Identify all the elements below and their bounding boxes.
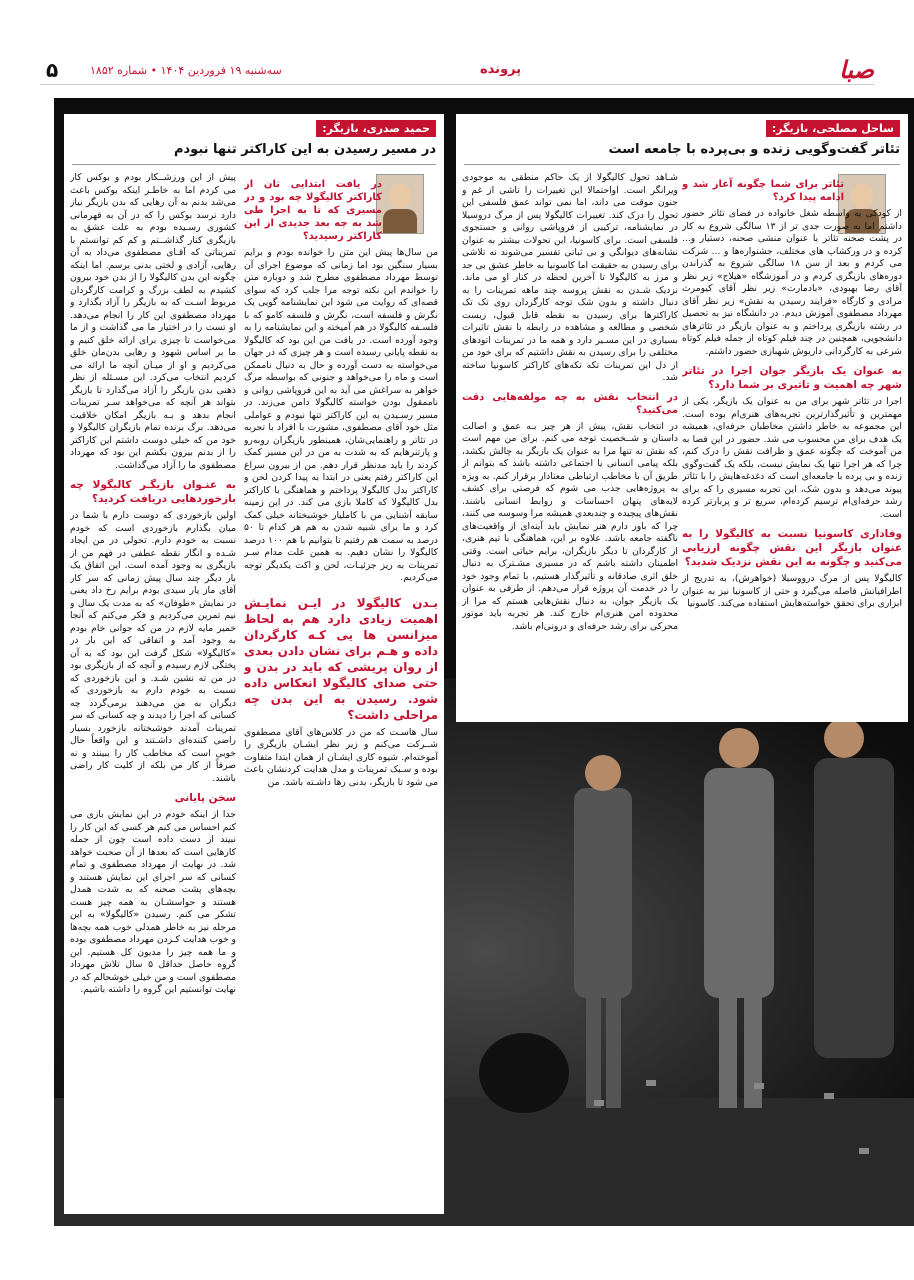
answer: جدا از اینکه خودم در این نمایش بازی می کنم احساس می کنم هر کسی که این کار را نبیند از دست داده است چون از جمله کارهایی است که بعدها از آن صحبت خواهد شد. در نهایت از مهرداد مصطفوی و تمام کسانی که سر اجرای این نمایش هستند و بچه‌های پشت صحنه که به شدت همدل هستند و حواسشـان به همه چیز هست تشکر می کنم. رسیدن «کالیگولا» به این مرحله نیز به خاطر همدلی خوب همه بچه‌ها و خوب هدایت کـردن مهرداد مصطفوی بوده و ما همه چیز را مدیون کل هستیم. این گروه حاصل حداقل ۵ سال تلاش مهرداد مصطفوی است و من خیلی خوشحالم که در نهایت توانستیم این گروه را داشته باشیم. <box>70 809 236 995</box>
article-column <box>462 172 678 717</box>
title-divider <box>464 164 900 165</box>
title-divider <box>72 164 436 165</box>
answer: من سال‌ها پیش این متن را خوانده بودم و برایم بسیار سنگین بود اما زمانی که موضوع اجرای آن توسط مهرداد مصطفوی مطرح شد و دوباره متن را خواندم این نکته توجه مرا جلب کرد که سوای قصه‌ای که روایت می شود این نمایشنامه گویی یک نگرش و فلسفه است، نگرش و فلسفه کامو که با فلسـفه کالیگولا در هم آمیخته و این نمایشنامه را به وجود آورده است. در یافت من این بود که کالیگولا به نقطه پایانی رسیده است و هر چیزی که در جهان می‌خواسته به دست آورده و حال به دنبال ناممکن است و ماه را می‌خواهد و جنونی که بواسطه مرگ خواهر به سراغش می آید به این فروپاشی روانی و ناممقول بودن خواسته کالیگولا دامن می‌زند. در مسیر رسـیدن به این کاراکتر تنها نبودم و عواملی مثل خود آقای مصطفوی، مشورت با افراد با تجربه در تئاتر و راهنمایی‌شان، همینطور بازیگران روبه‌رو و پارتنرهایم که به شدت به من در این مسیر کمک کردند را باید مدنظر قرار دهم. من از بیرون سراغ این کاراکتر رفتم یعنی در ابتدا به پیدا کردن لحن و کاراکتر بدل کالیگولا پرداختم و هماهنگی با کاراکتر بدل کالیگولا که کاملا بازی می کند. در این زمینه سابقه آشنایی من با کاملیار خوشبختانه خیلی کمک کرد و ما برای شبیه شدن به هم هر کدام تا ۵۰ درصد به سمت هم رفتیم تا بتوانیم با هم ۱۰۰ درصد کالیگولا را نشان دهیم. به همین علت مدام سـر تمرینات به ریز جزئیـات، لحن و اکت یکدیگر توجه می‌کردیم. <box>244 247 438 583</box>
answer: شـاهد تحول کالیگولا از یک حاکم منطقی به موجودی ویرانگر است. اواحتمالا این تغییرات را ناشی از غم و جنون موقت می داند، اما نمی تواند عمق فلسفی این تحول را درک کند. تغییرات کالیگولا پس از مرگ دروسیلا در نمایشنامه، ترکیبی از فروپاشی روانی و جستجوی فلسفی است. برای کاسونیا، این تحولات بیشتر به عنوان نشانه‌های دیوانگی و بی ثباتی تفسیر می‌شوند نه تلاشی برای رسیدن به حقیقت اما کاسونیا به خاطر عشق بی حد و مرز به کالیگولا تا آخرین لحظه در کنار او می ماند. نزدیک شـدن به نقش پروسه چند ماهه تمرینات را به دنبال داشته و بدون شک توجه کارگردان روی تک تک کاراکترها برای رسیدن به نقطه قابل قبول، زیست شخصی و مطالعه و مشاهده در رابطه با نقش تاثیرات بسیاری در این مسـیر دارد و همه ما در تمرینات اتودهای مختلفی را برای رسیدن به نقش داشتیم که برای خود من از دل این تمرینات تکه تکه‌های کاراکتر کاسونیا ساخته شد. <box>462 172 678 383</box>
answer: اجرا در تئاتر شهر برای من به عنوان یک بازیگر، یکی از مهمترین و تأثیرگذارترین تجربه‌های هنری‌ام بوده است. این مجموعه به خاطر داشتن مخاطبان حرفه‌ای، همیشه یک هدف برای من محسوب می شد. حضور در این فضا به من آموخت که چگونه عمق و ظرافت نقش را درک کنم، چرا که هر اجرا تنها یک نمایش نیست، بلکه یک گفت‌وگوی زنده و بی پرده با جامعه‌ای است که دغدغه‌هایش را با تئاتر پیوند می‌دهد و بدون شک، این تجربه مسیری را که برای رشد حرفه‌ای‌ام ترسیم کرده‌ام، سریع تر و پربارتر کرده است. <box>682 396 902 520</box>
answer: از کودکی به واسطه شغل خانواده در فضای تئاتر حضور داشتم اما به صورت جدی تر از ۱۳ سالگی شروع به کار در پشت صحنه تئاتر با عنوان منشی صحنه، دستیار و... کرده و در ورکشاپ های مختلف، جشنواره‌ها و ... شرکت می کردم و بعد از سن ۱۸ سالگی شروع به گذراندن دوره‌های بازیگری کردم و در آموزشگاه «هیلاج» زیر نظر آقای رضا بهبودی، «بادمارت» زیر نظر آقای کیومرث مرادی و کارگاه «فرایند رسیدن به نقش» زیر نظر آقای مهرداد مصطفوی آموزش دیدم. در دانشگاه نیز به تحصیل در رشته بازیگری پرداختم و به عنوان بازیگر در تئاترهای دانشجویی، همچنین در چند فیلم کوتاه از جمله فیلم کوتاه شرعی به کارگردانی داریوش شهبازی حضور داشتم. <box>682 208 902 357</box>
question: به عنوان یک بازیگر جوان اجرا در تئاتر شهر چه اهمیت و تاثیری بر شما دارد؟ <box>682 365 902 391</box>
issue-date: سه‌شنبه ۱۹ فروردین ۱۴۰۴ • شماره ۱۸۵۲ <box>90 64 282 77</box>
interviewee-label: حمید صدری، بازیگر: <box>316 120 436 137</box>
interviewee-label: ساحل مصلحی، بازیگر: <box>766 120 900 137</box>
question: در انتخاب نقش به چه مولفه‌هایی دقت می‌کنید؟ <box>462 391 678 416</box>
question: تئاتر برای شما چگونه آغاز شد و ادامه پیدا کرد؟ <box>682 179 844 203</box>
article-column <box>244 172 438 1212</box>
answer: در انتخاب نقش، پیش از هر چیز بـه عمق و اصالت داستان و شــخصیت توجه می کنم. برای من مهم است که نقش نه تنها مرا به عنوان یک بازیگر به چالش بکشد، بلکه پیامی انسانی یا اجتماعی داشته باشد که بتوانم از طریق آن با مخاطب ارتباطی معنادار برقرار کنم. به ویژه به پروژه‌هایی جذب می شوم که فرصتی برای کشف لایه‌های پنهان احساسات و روابط انسانی باشند. نقش‌های پیچیده و چندبعدی همیشه مرا وسوسه می کنند، چرا که باور دارم هنر نمایش باید آینه‌ای از واقعیت‌های ناگفته جامعه باشد. علاوه بر این، هماهنگی با تیم هنری، از کارگردان تا دیگر بازیگران، برایم حیاتی است. وقتی اطمینان داشته باشم که در مسیری مشـترک به دنبال خلق اثری صادقانه و تأثیرگذار هستیم، با تمام وجود خود را در خدمت آن پروژه قرار می‌دهم. از طرفی به عنوان یک بازیگر جوان، به دنبال نقش‌هایی هستم که مرا از محدوده امن هنری‌ام خارج کند. هر تجربه باید موتور محرکی برای رشد حرفه‌ای و درونی‌ام باشد. <box>462 420 678 632</box>
article-title: در مسیر رسیدن به این کاراکتر تنها نبودم <box>173 142 436 157</box>
question: به عنـوان بازیگـر کالیگولا چه بازخوردهایی دریافت کردید؟ <box>70 479 236 505</box>
article-column <box>682 172 902 717</box>
answer: سال هاسـت که من در کلاس‌های آقای مصطفوی شــرکت می‌کنم و زیر نظر ایشـان بازیگری را آموخته‌ام. شیوه کاری ایشـان از همان ابتدا متفاوت بوده و سـبک تمرینات و مدل هدایت کردنشان باعث می شود تا بازیگر، بدنی رها داشـته باشد. من <box>244 726 438 788</box>
newspaper-logo: صبا <box>839 56 874 84</box>
article-title: تئاتر گفت‌وگویی زنده و بی‌پرده با جامعه است <box>608 142 900 157</box>
pull-quote: بـدن کالیگولا در ایـن نمایـش اهمیت زیادی دارد هم به لحاظ میزانسن ها یی کـه کارگردان داده و هـم برای نشان دادن بعدی از روان پریشی که باید در بدن و حتی صدای کالیگولا انعکاس داده شود. رسیدن به این بدن چه مراحلی داشت؟ <box>244 595 438 722</box>
answer: اولین بازخوردی که دوست دارم با شما در میان بگذارم بازخوردی است که خودم نسبت به خودم دارم. تحولی در من ایجاد شـده و انگار نقطه عطفی در فهم من از بازیگری به وجود آمده است. این اتفاق یک بار دیگر چند سال پیش زمانی که سر کار آقای ماز یار سیدی بودم برایم رخ داد یعنی در نمایش «طوفان» که به مدت یک سال و نیم تمرین می‌کردیم و فکر می‌کنم که آنجا خمیر مایه لازم در من که جوانی خام بودم به وجود آمد و اتفاقی که این بار در «کالیگولا» شکل گرفت این بود که به آن پختگی لازم رسیدم و آنچه که از بازیگری بود در من ته نشین شـد. و این بازخوردی که نسبت به خودم دارم به بازخوردی که دیگران به من می‌دهند برمی‌گردد چه کسانی که اجرا را دیدند و چه کسانی که سر تمرینات آمدند خوشبختانه بازخورد بسیار راضی کننده‌ای داشـتند و این واقعاً حال خوبی است که مخاطب کار را ببینند و نه صرفاً از کار من بلکه از کلیت کار راضی باشند. <box>70 510 236 784</box>
page-body <box>54 98 914 1226</box>
article-column <box>70 172 236 1212</box>
question: در یافت ابتدایی تان از کاراکتر کالیگولا چه بود و در مسیری که تا به اجرا طی شد به چه بعد جدیدی از این کاراکتر رسیدید؟ <box>244 179 382 242</box>
section-name: پرونده <box>480 62 522 77</box>
question: سخن پایانی <box>174 792 236 804</box>
answer: پیش از این ورزشــکار بودم و بوکس کار می کردم اما به خاطـر اینکه بوکس باعث می‌شد بدنم به آن رهایی که بدن بازیگر نیاز دارد نرسد بوکس را که در آن به قهرمانی کشوری رسـیده بودم به علت عشق به بازیگری کنار گذاشــتم و کم کم توانستم با تمریناتی که آقـای مصطفوی می‌داد به آن رهایی، آزادی و لختی بدنی برسم. اما اینکه چگونه این بدن کالیگولا را از بدن خود بیرون کشیدم به لطف بزرگ و کرامت کارگردان مربوط اسـت که به بازیگر را آزاد بگذارد و مهرداد مصطفوی این کار را انجام می‌دهد. او تست را در اختیار ما می گذاشت و از ما می‌خواست تا چیزی برای ارائه خلق کنیم و ما بر اساس شهود و رهایی بدن‌مان خلق می‌کردیم و او از میـان آنچه ما ارائه می کردیم انتخاب می‌کرد. این مسـئله از نظر ذهنی بدن بازیگر را آزاد می‌گذارد تا بازیگر بتواند هر آنچه که می‌خواهد سـر تمرینات انجام بدهد و بـه بازیگر امکان خلاقیت می‌دهد. برگ برنده تمام بازیگران کالیگولا و خود من که خیلی دوست داشتم این کاراکتر را از بدنم بیرون بکشم این بود که مهرداد مصطفوی ما را آزاد می‌گذاشت. <box>70 172 236 471</box>
page-header <box>40 56 874 85</box>
question: وفاداری کاسونیا نسبت به کالیگولا را به عنوان بازیگر این نقش چگونه ارزیابی می‌کنید و چگونه به این نقش نزدیک شدید؟ <box>682 528 902 568</box>
article-right <box>456 114 908 722</box>
page-number: ۵ <box>46 58 59 82</box>
answer: کالیگولا پس از مرگ درووسیلا (خواهرش)، به تدریج از اطرافیانش فاصله می‌گیرد و حتی از کاسونیا نیز به عنوان ابزاری برای تحقق خواسته‌هایش استفاده می‌کند. کاسونیا <box>682 573 902 609</box>
article-left <box>64 114 444 1214</box>
